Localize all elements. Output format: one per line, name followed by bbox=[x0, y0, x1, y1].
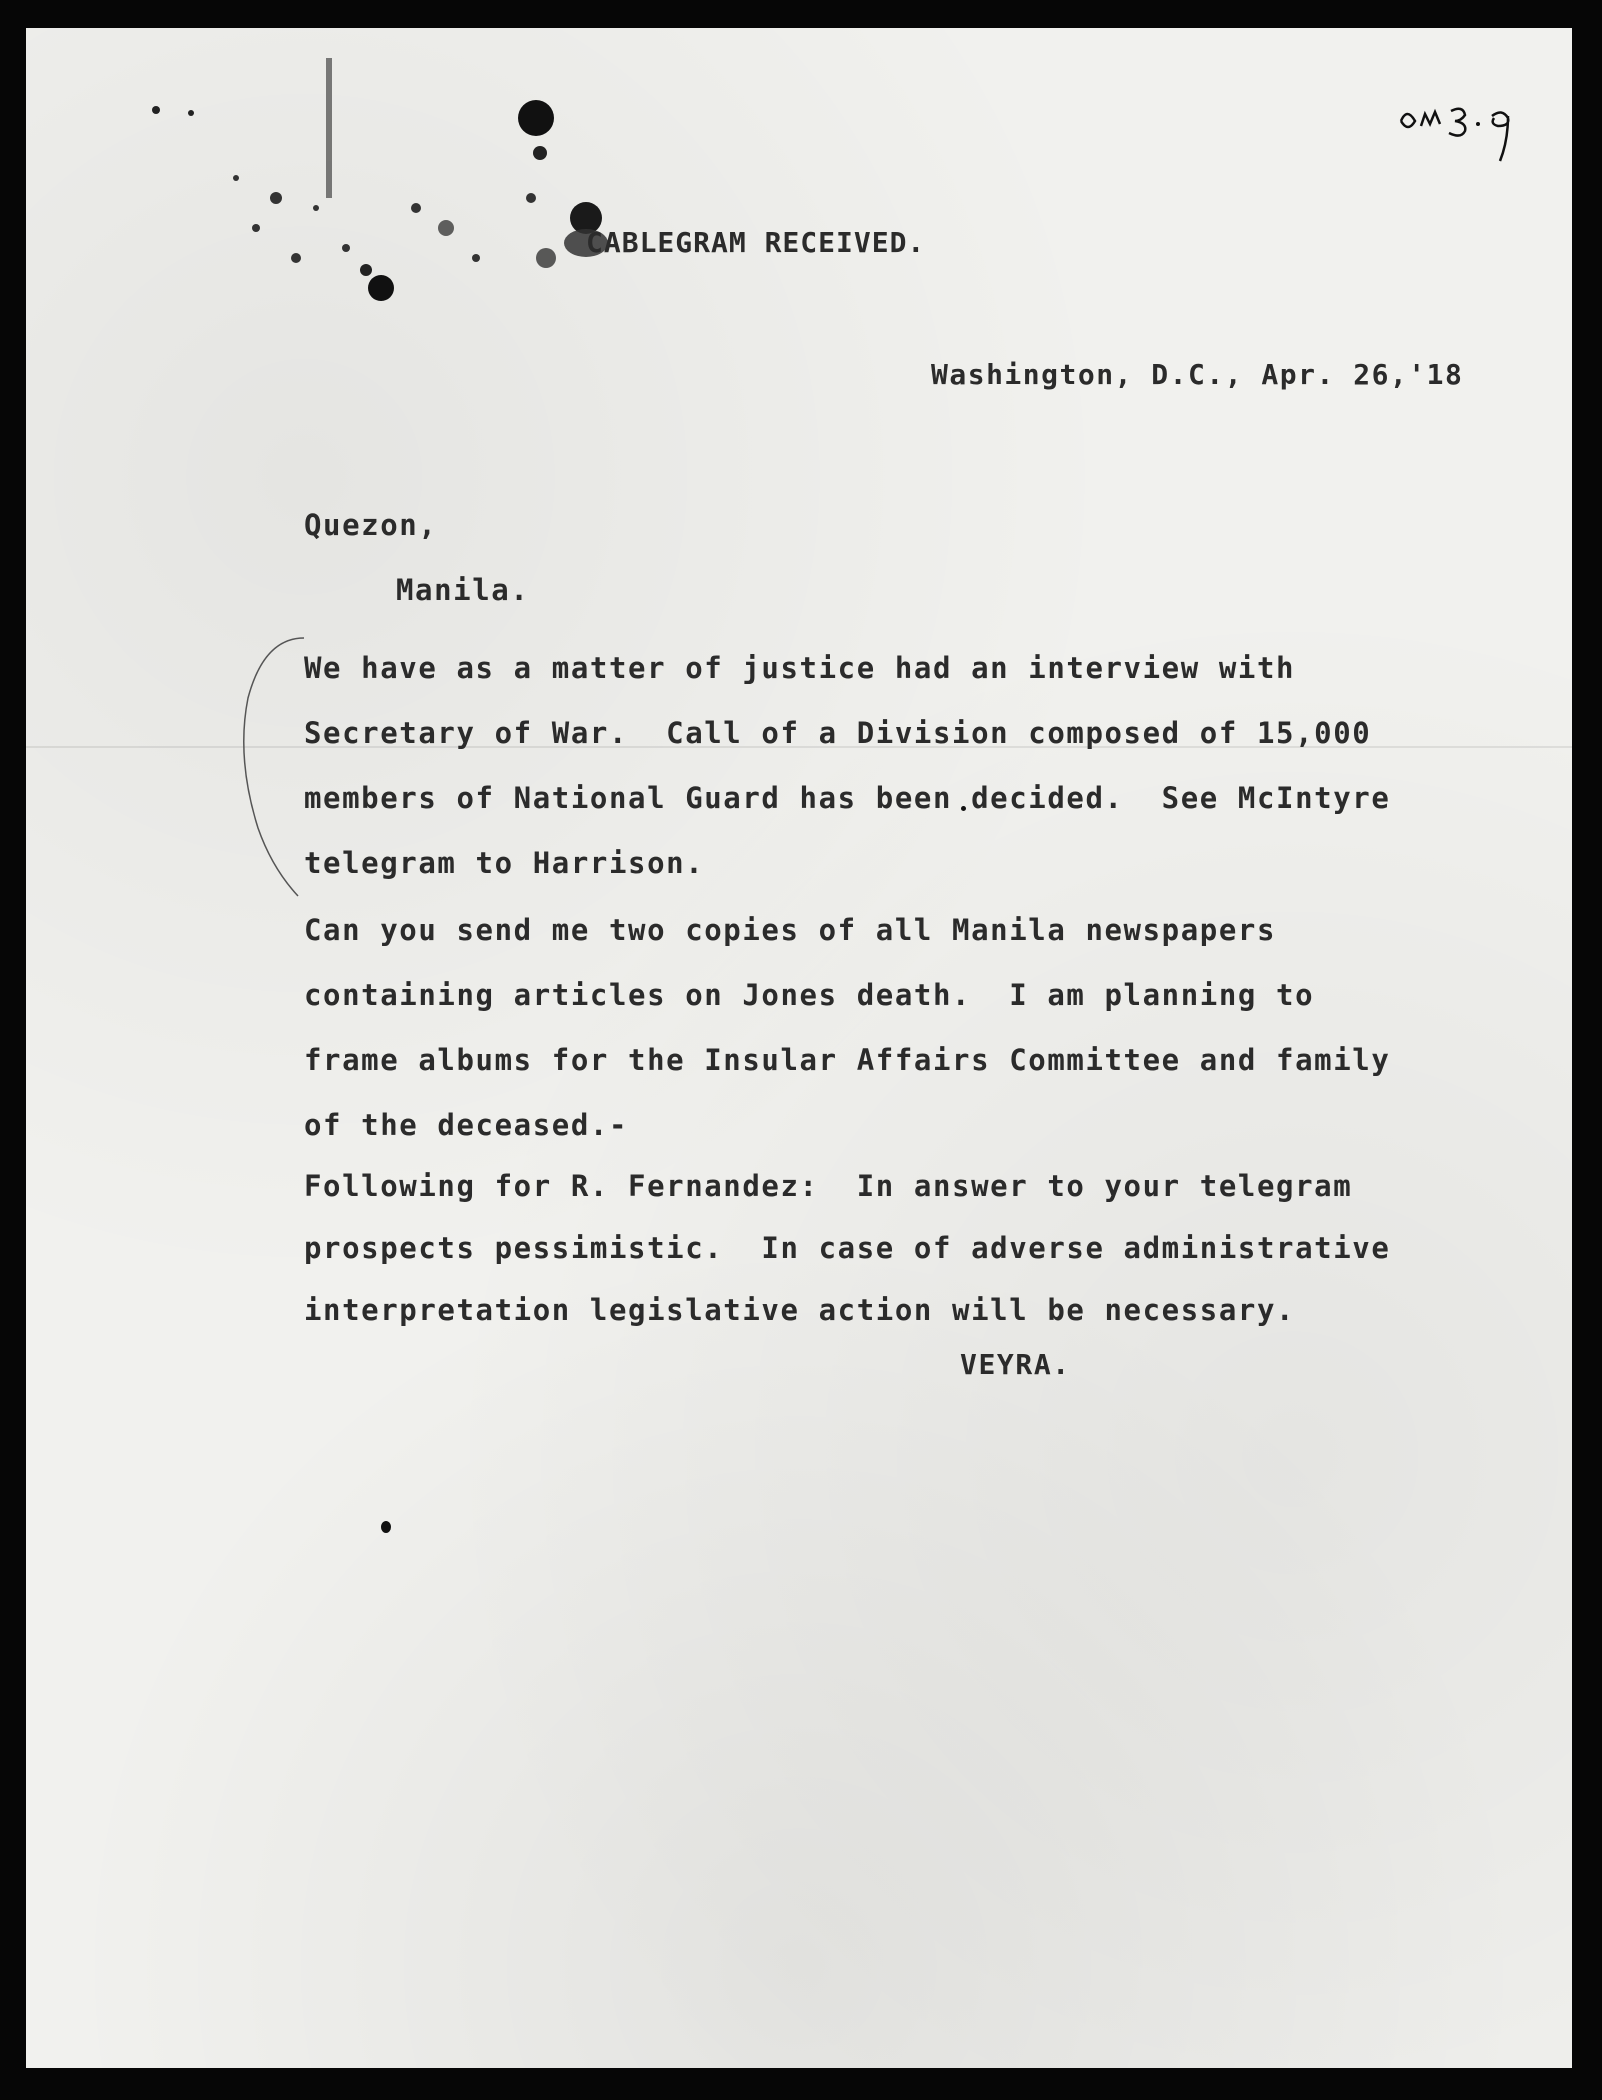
ink-stamp-residue bbox=[116, 58, 636, 318]
cablegram-heading: CABLEGRAM RECEIVED. bbox=[586, 226, 926, 259]
addressee-city: Manila. bbox=[396, 573, 530, 607]
addressee: Quezon, bbox=[304, 508, 438, 542]
margin-bracket-mark bbox=[226, 628, 306, 908]
body-paragraph-3: Following for R. Fernandez: In answer to your telegram prospects pessimistic. In case of adverse administrative interpretation legislative action will be necessary. bbox=[304, 1169, 1391, 1327]
handwritten-note-image bbox=[1396, 76, 1536, 166]
body-paragraph-2: Can you send me two copies of all Manila newspapers containing articles on Jones death. I am planning to frame albums for the Insular Affairs Committee and family of the deceased.- bbox=[304, 913, 1391, 1142]
dateline: Washington, D.C., Apr. 26,'18 bbox=[931, 358, 1464, 391]
body-paragraph-1: We have as a matter of justice had an interview with Secretary of War. Call of a Division composed of 15,000 members of National Guard has been decided. See McIntyre telegram to Harrison. bbox=[304, 651, 1391, 880]
document-page bbox=[26, 28, 1572, 2068]
signature: VEYRA. bbox=[960, 1348, 1071, 1381]
ink-speck bbox=[381, 1521, 391, 1533]
